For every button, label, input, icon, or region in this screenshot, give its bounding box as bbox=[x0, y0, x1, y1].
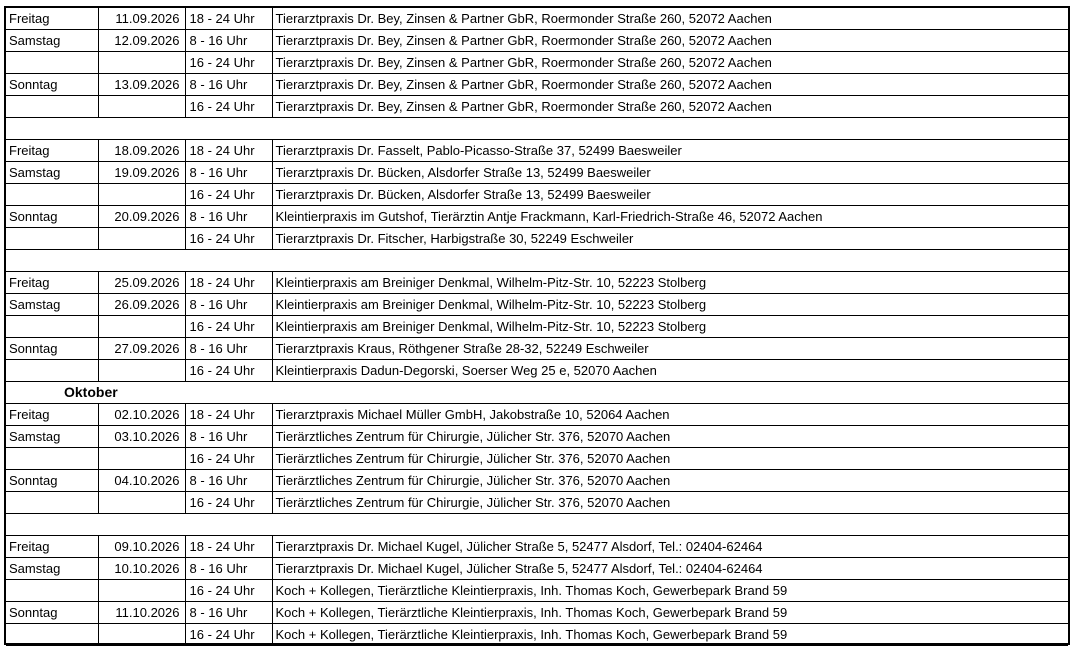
praxis-cell: Tierarztpraxis Dr. Bücken, Alsdorfer Straße 13, 52499 Baesweiler bbox=[272, 162, 1068, 184]
table-row bbox=[6, 272, 1068, 294]
praxis-cell: Kleintierpraxis am Breiniger Denkmal, Wilhelm-Pitz-Str. 10, 52223 Stolberg bbox=[272, 316, 1068, 338]
day-cell: Sonntag bbox=[6, 206, 98, 228]
spacer-cell bbox=[6, 118, 1068, 140]
day-cell: Samstag bbox=[6, 426, 98, 448]
day-cell bbox=[6, 448, 98, 470]
day-cell bbox=[6, 360, 98, 382]
day-cell bbox=[6, 52, 98, 74]
time-cell: 16 - 24 Uhr bbox=[185, 360, 272, 382]
date-cell bbox=[98, 448, 185, 470]
time-cell: 8 - 16 Uhr bbox=[185, 294, 272, 316]
date-cell bbox=[98, 184, 185, 206]
table-row bbox=[6, 448, 1068, 470]
date-cell bbox=[98, 492, 185, 514]
praxis-cell: Tierarztpraxis Dr. Bey, Zinsen & Partner GbR, Roermonder Straße 260, 52072 Aachen bbox=[272, 52, 1068, 74]
day-cell: Freitag bbox=[6, 536, 98, 558]
day-cell: Samstag bbox=[6, 30, 98, 52]
day-cell: Freitag bbox=[6, 272, 98, 294]
praxis-cell: Tierärztliches Zentrum für Chirurgie, Jülicher Str. 376, 52070 Aachen bbox=[272, 470, 1068, 492]
time-cell: 8 - 16 Uhr bbox=[185, 470, 272, 492]
praxis-cell: Tierarztpraxis Michael Müller GmbH, Jakobstraße 10, 52064 Aachen bbox=[272, 404, 1068, 426]
date-cell bbox=[98, 96, 185, 118]
time-cell: 8 - 16 Uhr bbox=[185, 74, 272, 96]
date-cell: 19.09.2026 bbox=[98, 162, 185, 184]
date-cell bbox=[98, 360, 185, 382]
day-cell: Freitag bbox=[6, 140, 98, 162]
date-cell: 04.10.2026 bbox=[98, 470, 185, 492]
table-row bbox=[6, 338, 1068, 360]
day-cell bbox=[6, 184, 98, 206]
table-row bbox=[6, 602, 1068, 624]
praxis-cell: Kleintierpraxis am Breiniger Denkmal, Wilhelm-Pitz-Str. 10, 52223 Stolberg bbox=[272, 272, 1068, 294]
time-cell: 16 - 24 Uhr bbox=[185, 52, 272, 74]
table-row bbox=[6, 360, 1068, 382]
day-cell bbox=[6, 624, 98, 646]
day-cell bbox=[6, 580, 98, 602]
time-cell: 18 - 24 Uhr bbox=[185, 536, 272, 558]
time-cell: 16 - 24 Uhr bbox=[185, 96, 272, 118]
praxis-cell: Kleintierpraxis im Gutshof, Tierärztin Antje Frackmann, Karl-Friedrich-Straße 46, 52072 Aachen bbox=[272, 206, 1068, 228]
time-cell: 18 - 24 Uhr bbox=[185, 140, 272, 162]
praxis-cell: Tierarztpraxis Dr. Fitscher, Harbigstraße 30, 52249 Eschweiler bbox=[272, 228, 1068, 250]
date-cell: 03.10.2026 bbox=[98, 426, 185, 448]
date-cell: 26.09.2026 bbox=[98, 294, 185, 316]
table-row bbox=[6, 470, 1068, 492]
praxis-cell: Tierarztpraxis Dr. Bey, Zinsen & Partner GbR, Roermonder Straße 260, 52072 Aachen bbox=[272, 74, 1068, 96]
praxis-cell: Tierärztliches Zentrum für Chirurgie, Jülicher Str. 376, 52070 Aachen bbox=[272, 492, 1068, 514]
praxis-cell: Tierarztpraxis Dr. Fasselt, Pablo-Picasso-Straße 37, 52499 Baesweiler bbox=[272, 140, 1068, 162]
spacer-row bbox=[6, 250, 1068, 272]
day-cell: Sonntag bbox=[6, 470, 98, 492]
praxis-cell: Tierarztpraxis Dr. Bücken, Alsdorfer Straße 13, 52499 Baesweiler bbox=[272, 184, 1068, 206]
time-cell: 16 - 24 Uhr bbox=[185, 580, 272, 602]
date-cell: 02.10.2026 bbox=[98, 404, 185, 426]
schedule-frame bbox=[4, 6, 1070, 645]
day-cell: Sonntag bbox=[6, 338, 98, 360]
day-cell bbox=[6, 96, 98, 118]
month-heading-row bbox=[6, 382, 1068, 404]
day-cell: Samstag bbox=[6, 294, 98, 316]
date-cell: 18.09.2026 bbox=[98, 140, 185, 162]
time-cell: 16 - 24 Uhr bbox=[185, 228, 272, 250]
spacer-cell bbox=[6, 514, 1068, 536]
day-cell: Sonntag bbox=[6, 74, 98, 96]
spacer-cell bbox=[6, 250, 1068, 272]
praxis-cell: Koch + Kollegen, Tierärztliche Kleintierpraxis, Inh. Thomas Koch, Gewerbepark Brand 59 bbox=[272, 602, 1068, 624]
time-cell: 8 - 16 Uhr bbox=[185, 162, 272, 184]
praxis-cell: Tierarztpraxis Dr. Bey, Zinsen & Partner GbR, Roermonder Straße 260, 52072 Aachen bbox=[272, 30, 1068, 52]
spacer-row bbox=[6, 514, 1068, 536]
time-cell: 8 - 16 Uhr bbox=[185, 30, 272, 52]
date-cell: 25.09.2026 bbox=[98, 272, 185, 294]
table-row bbox=[6, 294, 1068, 316]
praxis-cell: Kleintierpraxis Dadun-Degorski, Soerser Weg 25 e, 52070 Aachen bbox=[272, 360, 1068, 382]
table-row bbox=[6, 426, 1068, 448]
table-row bbox=[6, 184, 1068, 206]
spacer-row bbox=[6, 118, 1068, 140]
day-cell: Samstag bbox=[6, 162, 98, 184]
praxis-cell: Koch + Kollegen, Tierärztliche Kleintierpraxis, Inh. Thomas Koch, Gewerbepark Brand 59 bbox=[272, 624, 1068, 646]
time-cell: 16 - 24 Uhr bbox=[185, 448, 272, 470]
time-cell: 18 - 24 Uhr bbox=[185, 8, 272, 30]
table-row bbox=[6, 580, 1068, 602]
table-row bbox=[6, 624, 1068, 646]
time-cell: 16 - 24 Uhr bbox=[185, 624, 272, 646]
time-cell: 16 - 24 Uhr bbox=[185, 184, 272, 206]
table-row bbox=[6, 52, 1068, 74]
table-row bbox=[6, 228, 1068, 250]
table-row bbox=[6, 316, 1068, 338]
praxis-cell: Tierärztliches Zentrum für Chirurgie, Jülicher Str. 376, 52070 Aachen bbox=[272, 426, 1068, 448]
date-cell: 20.09.2026 bbox=[98, 206, 185, 228]
date-cell bbox=[98, 624, 185, 646]
day-cell bbox=[6, 316, 98, 338]
praxis-cell: Tierarztpraxis Kraus, Röthgener Straße 28-32, 52249 Eschweiler bbox=[272, 338, 1068, 360]
table-row bbox=[6, 558, 1068, 580]
table-row bbox=[6, 162, 1068, 184]
schedule-body bbox=[6, 8, 1068, 646]
date-cell: 27.09.2026 bbox=[98, 338, 185, 360]
day-cell: Sonntag bbox=[6, 602, 98, 624]
date-cell bbox=[98, 580, 185, 602]
month-heading: Oktober bbox=[6, 382, 1068, 404]
table-row bbox=[6, 74, 1068, 96]
day-cell: Samstag bbox=[6, 558, 98, 580]
time-cell: 18 - 24 Uhr bbox=[185, 272, 272, 294]
date-cell: 10.10.2026 bbox=[98, 558, 185, 580]
date-cell: 13.09.2026 bbox=[98, 74, 185, 96]
praxis-cell: Tierarztpraxis Dr. Michael Kugel, Jülicher Straße 5, 52477 Alsdorf, Tel.: 02404-62464 bbox=[272, 536, 1068, 558]
time-cell: 8 - 16 Uhr bbox=[185, 602, 272, 624]
praxis-cell: Kleintierpraxis am Breiniger Denkmal, Wilhelm-Pitz-Str. 10, 52223 Stolberg bbox=[272, 294, 1068, 316]
table-row bbox=[6, 536, 1068, 558]
table-row bbox=[6, 96, 1068, 118]
day-cell bbox=[6, 492, 98, 514]
praxis-cell: Tierarztpraxis Dr. Bey, Zinsen & Partner GbR, Roermonder Straße 260, 52072 Aachen bbox=[272, 96, 1068, 118]
day-cell bbox=[6, 228, 98, 250]
date-cell: 11.10.2026 bbox=[98, 602, 185, 624]
date-cell: 11.09.2026 bbox=[98, 8, 185, 30]
day-cell: Freitag bbox=[6, 404, 98, 426]
table-row bbox=[6, 8, 1068, 30]
date-cell bbox=[98, 228, 185, 250]
table-row bbox=[6, 206, 1068, 228]
table-row bbox=[6, 140, 1068, 162]
praxis-cell: Tierärztliches Zentrum für Chirurgie, Jülicher Str. 376, 52070 Aachen bbox=[272, 448, 1068, 470]
time-cell: 8 - 16 Uhr bbox=[185, 426, 272, 448]
emergency-service-table bbox=[6, 8, 1068, 646]
time-cell: 16 - 24 Uhr bbox=[185, 316, 272, 338]
date-cell: 12.09.2026 bbox=[98, 30, 185, 52]
table-row bbox=[6, 404, 1068, 426]
time-cell: 16 - 24 Uhr bbox=[185, 492, 272, 514]
table-row bbox=[6, 492, 1068, 514]
date-cell: 09.10.2026 bbox=[98, 536, 185, 558]
praxis-cell: Koch + Kollegen, Tierärztliche Kleintierpraxis, Inh. Thomas Koch, Gewerbepark Brand 59 bbox=[272, 580, 1068, 602]
time-cell: 18 - 24 Uhr bbox=[185, 404, 272, 426]
table-row bbox=[6, 30, 1068, 52]
day-cell: Freitag bbox=[6, 8, 98, 30]
date-cell bbox=[98, 52, 185, 74]
time-cell: 8 - 16 Uhr bbox=[185, 558, 272, 580]
time-cell: 8 - 16 Uhr bbox=[185, 206, 272, 228]
praxis-cell: Tierarztpraxis Dr. Michael Kugel, Jülicher Straße 5, 52477 Alsdorf, Tel.: 02404-62464 bbox=[272, 558, 1068, 580]
praxis-cell: Tierarztpraxis Dr. Bey, Zinsen & Partner GbR, Roermonder Straße 260, 52072 Aachen bbox=[272, 8, 1068, 30]
time-cell: 8 - 16 Uhr bbox=[185, 338, 272, 360]
date-cell bbox=[98, 316, 185, 338]
